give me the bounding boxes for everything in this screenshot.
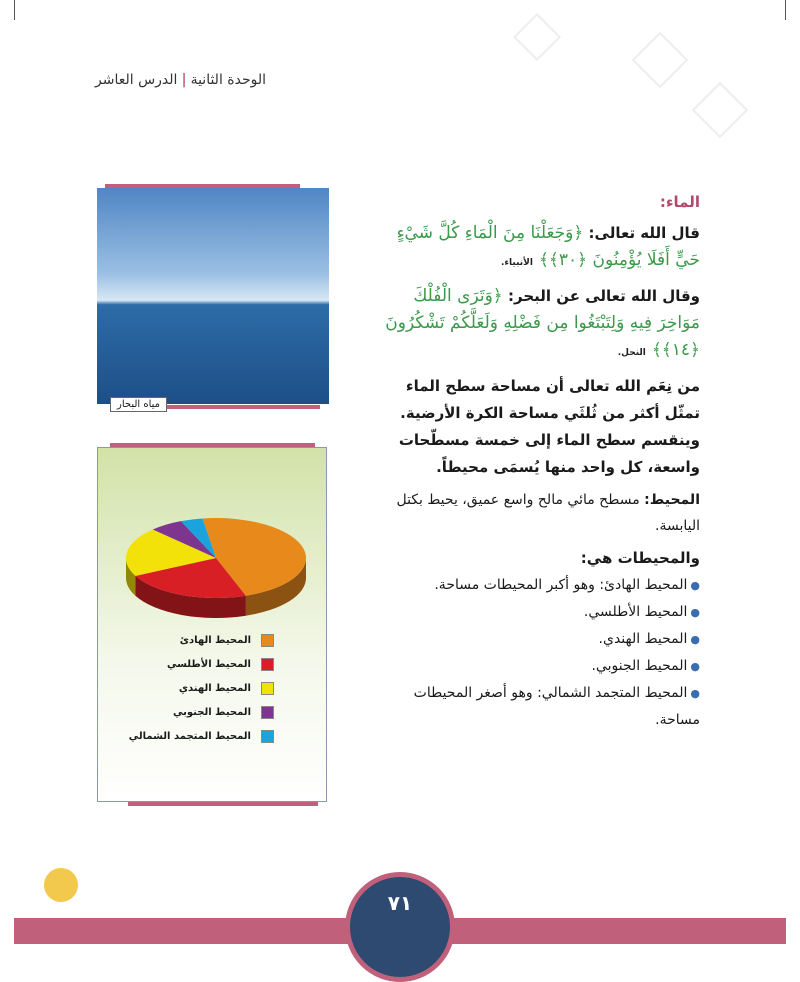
- list-item: ●المحيط المتجمد الشمالي: وهو أصغر المحيطات مساحة.: [413, 685, 700, 728]
- photo-caption: مياه البحار: [110, 397, 167, 412]
- legend-swatch: [261, 658, 274, 671]
- definition-term: المحيط:: [644, 492, 700, 508]
- intro-paragraph: من نِعَم الله تعالى أن مساحة سطح الماء تمثّل أكثر من ثُلثَي مساحة الكرة الأرضية. وينقسم سطح الماء إلى خمسة مسطّحات واسعة، كل واحد منها يُسمَى محيطاً.: [398, 377, 700, 476]
- quran-verse: ﴿وَجَعَلْنَا مِنَ الْمَاءِ كُلَّ شَيْءٍ حَيٍّ أَفَلَا يُؤْمِنُونَ ﴿٣٠﴾﴾: [396, 223, 700, 270]
- legend-item: [129, 676, 274, 700]
- legend-label: المحيط الهادئ: [179, 634, 251, 646]
- list-item-text: المحيط الأطلسي.: [583, 604, 688, 620]
- decorative-pattern: [632, 32, 689, 89]
- verse-intro: وقال الله تعالى عن البحر:: [502, 287, 700, 305]
- list-item: ●المحيط الهندي.: [598, 631, 700, 647]
- list-title: والمحيطات هي:: [580, 549, 700, 567]
- legend-swatch: [261, 634, 274, 647]
- chart-bottom-bar: [128, 802, 318, 806]
- oceans-list: [370, 545, 700, 733]
- list-item-text: المحيط المتجمد الشمالي: وهو أصغر المحيطات مساحة.: [413, 685, 700, 728]
- definition: [370, 487, 700, 539]
- legend-item: [129, 628, 274, 652]
- page-header: الوحدة الثانية|الدرس العاشر: [95, 72, 267, 88]
- chart-legend: [129, 628, 274, 748]
- sea-photo: [97, 188, 329, 404]
- lesson-label: الدرس العاشر: [95, 72, 178, 88]
- list-item-text: المحيط الهادئ: وهو أكبر المحيطات مساحة.: [434, 577, 688, 593]
- list-item: ●المحيط الأطلسي.: [583, 604, 700, 620]
- list-item: ●المحيط الجنوبي.: [591, 658, 700, 674]
- legend-label: المحيط الهندي: [178, 682, 251, 694]
- decorative-pattern: [513, 13, 561, 61]
- decorative-pattern: [692, 82, 749, 139]
- verse-reference: النحل.: [617, 348, 646, 358]
- text-column: [370, 190, 700, 739]
- page-number: ٧١: [345, 872, 455, 982]
- definition-text: مسطح مائي مالح واسع عميق، يحيط بكتل اليابسة.: [396, 492, 700, 534]
- section-title: الماء:: [659, 193, 700, 211]
- list-item: ●المحيط الهادئ: وهو أكبر المحيطات مساحة.: [434, 577, 700, 593]
- list-item-text: المحيط الهندي.: [598, 631, 688, 647]
- list-item-text: المحيط الجنوبي.: [591, 658, 688, 674]
- legend-swatch: [261, 682, 274, 695]
- verse-intro: قال الله تعالى:: [583, 224, 700, 242]
- verse-1: [370, 220, 700, 277]
- publisher-logo: [44, 868, 78, 902]
- legend-label: المحيط الجنوبي: [173, 706, 251, 718]
- unit-label: الوحدة الثانية: [190, 72, 267, 88]
- verse-2: [370, 283, 700, 367]
- legend-item: [129, 652, 274, 676]
- legend-label: المحيط المتجمد الشمالي: [128, 730, 251, 742]
- legend-swatch: [261, 706, 274, 719]
- legend-label: المحيط الأطلسي: [166, 658, 251, 670]
- verse-reference: الأنبياء.: [501, 258, 533, 268]
- quran-verse: ﴿وَتَرَى الْفُلْكَ مَوَاخِرَ فِيهِ وَلِتَبْتَغُوا مِن فَضْلِهِ وَلَعَلَّكُمْ تَشْكُرُونَ ﴿١٤﴾﴾: [385, 286, 700, 360]
- legend-item: [129, 724, 274, 748]
- pie-chart: [98, 448, 328, 628]
- legend-item: [129, 700, 274, 724]
- legend-swatch: [261, 730, 274, 743]
- crop-mark: [14, 0, 15, 20]
- pie-chart-panel: [97, 447, 327, 802]
- crop-mark: [785, 0, 786, 20]
